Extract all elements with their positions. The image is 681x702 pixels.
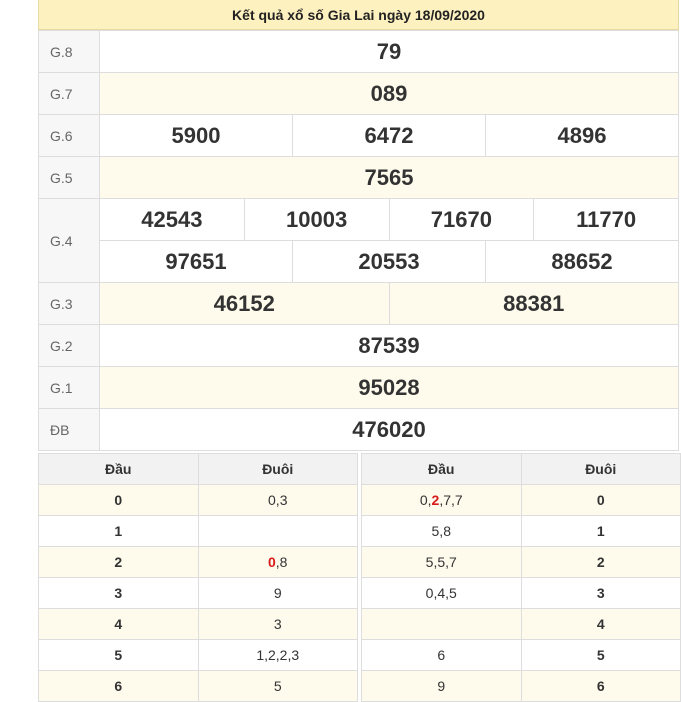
- prize-label: G.1: [39, 367, 100, 409]
- tail-digits: 0,8: [198, 547, 358, 578]
- tail-digits: 3: [198, 609, 358, 640]
- prize-number: 87539: [100, 325, 679, 367]
- column-header: Đuôi: [521, 454, 681, 485]
- head-digit: 6: [39, 671, 199, 702]
- prize-number: 97651: [165, 248, 227, 274]
- tail-digit: 1: [521, 516, 681, 547]
- highlight-digit: 0: [268, 554, 276, 570]
- table-row: [362, 609, 681, 640]
- prize-label: G.8: [39, 31, 100, 73]
- tail-digit: 0: [521, 485, 681, 516]
- head-digit: 2: [39, 547, 199, 578]
- tail-digits: 0,3: [198, 485, 358, 516]
- prize-number: 46152: [213, 290, 275, 316]
- prize-number: 089: [100, 73, 679, 115]
- table-row: [39, 516, 358, 547]
- prize-row-g2: [39, 325, 679, 367]
- prize-number: 20553: [292, 241, 485, 282]
- head-digits: 5,5,7: [362, 547, 522, 578]
- prize-label: G.5: [39, 157, 100, 199]
- prize-row-g6: [39, 115, 679, 157]
- head-digits: 9: [362, 671, 522, 702]
- table-row: [39, 578, 358, 609]
- prize-number: 88381: [389, 283, 679, 324]
- prize-label: G.4: [39, 199, 100, 283]
- tail-digit: 4: [521, 609, 681, 640]
- table-row: [39, 640, 358, 671]
- prize-label: G.7: [39, 73, 100, 115]
- prize-label: ĐB: [39, 409, 100, 451]
- prize-number: 5900: [171, 122, 221, 148]
- tail-digits: 9: [198, 578, 358, 609]
- tail-digits: [198, 516, 358, 547]
- prize-number: 11770: [533, 199, 678, 240]
- head-digits: [362, 609, 522, 640]
- prize-number: 6472: [292, 115, 485, 156]
- results-title: Kết quả xổ số Gia Lai ngày 18/09/2020: [38, 0, 679, 30]
- column-header: Đầu: [39, 454, 199, 485]
- head-digit: 5: [39, 640, 199, 671]
- loto-section: [38, 453, 681, 702]
- tail-digit: 5: [521, 640, 681, 671]
- prize-row-db: [39, 409, 679, 451]
- tail-digit: 6: [521, 671, 681, 702]
- table-row: [39, 547, 358, 578]
- head-digit: 4: [39, 609, 199, 640]
- prize-row-g8: [39, 31, 679, 73]
- prize-row-g1: [39, 367, 679, 409]
- loto-table-left: [38, 453, 358, 702]
- prize-number: 95028: [100, 367, 679, 409]
- head-digits: 0,2,7,7: [362, 485, 522, 516]
- head-digits: 6: [362, 640, 522, 671]
- prize-number: 88652: [485, 241, 678, 282]
- table-row: [362, 485, 681, 516]
- prize-row-g4: [39, 199, 679, 283]
- table-row: [362, 671, 681, 702]
- prize-label: G.2: [39, 325, 100, 367]
- head-digit: 1: [39, 516, 199, 547]
- table-row: [362, 578, 681, 609]
- prize-table: [38, 30, 679, 451]
- tail-digits: 5: [198, 671, 358, 702]
- prize-number: 10003: [244, 199, 389, 240]
- tail-digits: 1,2,2,3: [198, 640, 358, 671]
- head-digit: 3: [39, 578, 199, 609]
- head-digits: 5,8: [362, 516, 522, 547]
- loto-table-right: [361, 453, 681, 702]
- table-row: [362, 640, 681, 671]
- head-digits: 0,4,5: [362, 578, 522, 609]
- highlight-digit: 2: [431, 492, 440, 508]
- table-row: [39, 671, 358, 702]
- column-header: Đuôi: [198, 454, 358, 485]
- table-row: [362, 516, 681, 547]
- table-row: [39, 609, 358, 640]
- tail-digit: 3: [521, 578, 681, 609]
- prize-number-special: 476020: [100, 409, 679, 451]
- head-digit: 0: [39, 485, 199, 516]
- prize-label: G.3: [39, 283, 100, 325]
- prize-row-g3: [39, 283, 679, 325]
- prize-number: 7565: [100, 157, 679, 199]
- tail-digit: 2: [521, 547, 681, 578]
- prize-label: G.6: [39, 115, 100, 157]
- prize-number: 4896: [485, 115, 678, 156]
- prize-number: 79: [100, 31, 679, 73]
- table-row: [362, 547, 681, 578]
- column-header: Đầu: [362, 454, 522, 485]
- prize-number: 71670: [389, 199, 534, 240]
- results-panel: [38, 0, 679, 451]
- table-row: [39, 485, 358, 516]
- prize-number: 42543: [141, 206, 203, 232]
- prize-row-g5: [39, 157, 679, 199]
- prize-row-g7: [39, 73, 679, 115]
